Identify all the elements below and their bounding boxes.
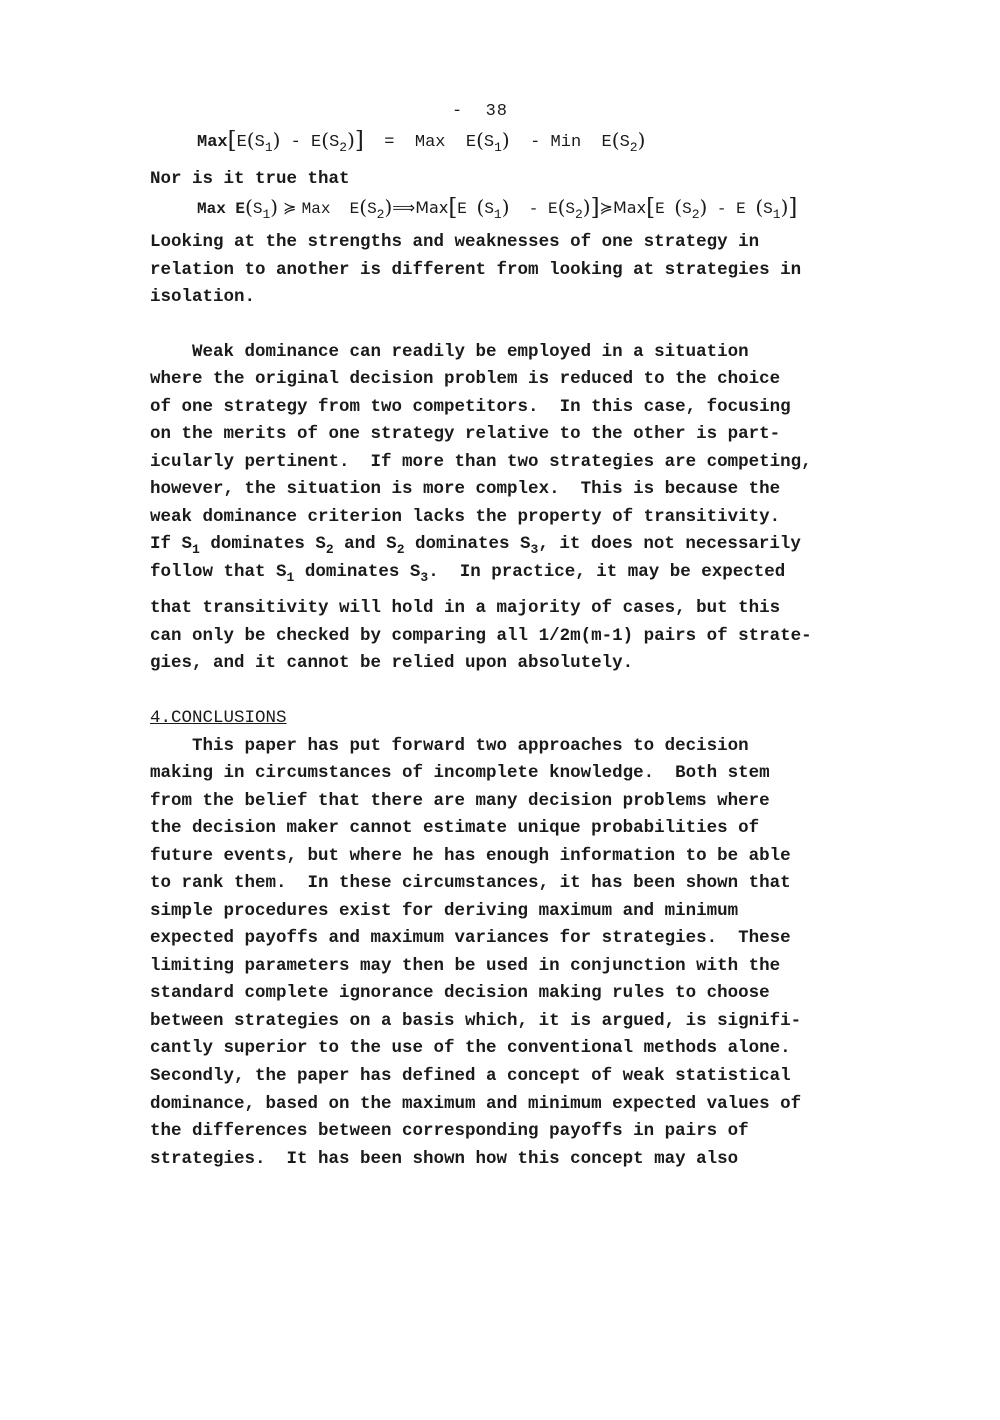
- text-line: between strategies on a basis which, it is argued, is signifi-: [150, 1011, 802, 1031]
- text-line: on the merits of one strategy relative to the other is part-: [150, 424, 781, 444]
- text-line: standard complete ignorance decision making rules to choose: [150, 983, 770, 1003]
- text-line: limiting parameters may then be used in conjunction with the: [150, 956, 781, 976]
- text-line: making in circumstances of incomplete knowledge. Both stem: [150, 763, 770, 783]
- text-line: however, the situation is more complex. This is because the: [150, 479, 781, 499]
- text-line: the differences between corresponding payoffs in pairs of: [150, 1121, 749, 1141]
- text-line: that transitivity will hold in a majority of cases, but this: [150, 598, 781, 618]
- text-line: cantly superior to the use of the conventional methods alone.: [150, 1038, 791, 1058]
- text-line: isolation.: [150, 287, 256, 307]
- text-line: the decision maker cannot estimate unique probabilities of: [150, 818, 760, 838]
- text-line: Looking at the strengths and weaknesses of one strategy in: [150, 232, 760, 252]
- text-line-transitivity: If $S_1$ dominates $S_2$ and $S_2$ dominates $S_3$, it does not necessarily: [150, 534, 801, 557]
- text-line: future events, but where he has enough information to be able: [150, 846, 791, 866]
- text-line: Secondly, the paper has defined a concept of weak statistical: [150, 1066, 791, 1086]
- text-line: from the belief that there are many decision problems where: [150, 791, 770, 811]
- text-line: This paper has put forward two approaches to decision: [150, 736, 749, 756]
- equation-max-implication: Max $E(S_1)$ ≽ Max $E(S_2)⟹Max[E$ $(S_1)$ - $E(S_2)]≽Max[E$ $(S_2)$ - E $(S_1)$]: [197, 195, 798, 222]
- text-line: simple procedures exist for deriving maximum and minimum: [150, 901, 739, 921]
- text-line-follow: follow that $S_1$ dominates $S_3$. In practice, it may be expected: [150, 562, 786, 585]
- text-line: can only be checked by comparing all 1/2m(m-1) pairs of strate-: [150, 626, 812, 646]
- text-line: expected payoffs and maximum variances for strategies. These: [150, 928, 791, 948]
- text-line: gies, and it cannot be relied upon absolutely.: [150, 653, 634, 673]
- equation-max-difference: $Max[E(S_1) - E(S_2)]$ = Max $E(S_1)$ - Min $E(S_2)$: [197, 128, 646, 155]
- text-line: of one strategy from two competitors. In this case, focusing: [150, 397, 791, 417]
- text-line: strategies. It has been shown how this concept may also: [150, 1149, 739, 1169]
- text-line: icularly pertinent. If more than two strategies are competing,: [150, 452, 812, 472]
- nor-line: Nor is it true that: [150, 169, 350, 189]
- text-line: where the original decision problem is reduced to the choice: [150, 369, 781, 389]
- text-line: to rank them. In these circumstances, it has been shown that: [150, 873, 791, 893]
- text-line: weak dominance criterion lacks the property of transitivity.: [150, 507, 781, 527]
- text-line: dominance, based on the maximum and minimum expected values of: [150, 1094, 802, 1114]
- section-heading: 4.CONCLUSIONS: [150, 708, 287, 728]
- text-line: Weak dominance can readily be employed in a situation: [150, 342, 749, 362]
- text-line: relation to another is different from looking at strategies in: [150, 260, 802, 280]
- page-number: - 38: [452, 102, 509, 121]
